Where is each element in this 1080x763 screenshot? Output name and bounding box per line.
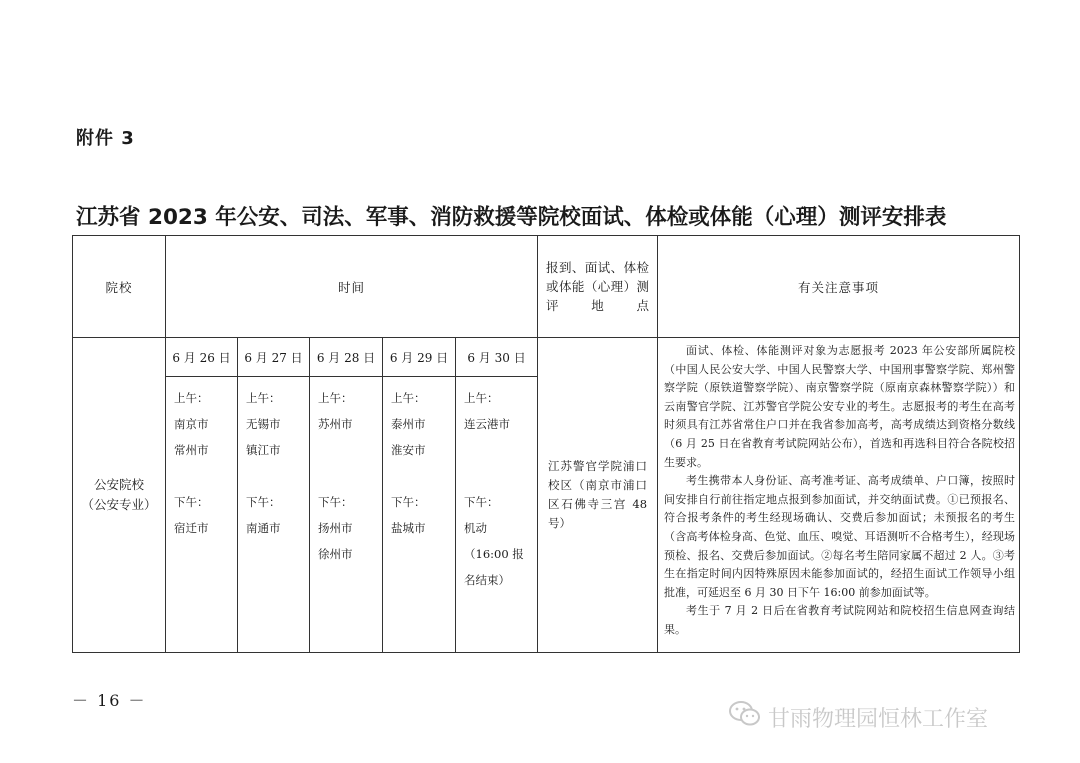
notes-paragraph: 考生携带本人身份证、高考准考证、高考成绩单、户口簿，按照时间安排自行前往指定地点报到参加面试，并交纳面试费。①已预报名、符合报考条件的考生经现场确认、交费后参加面试；未预报名的考生（含高考体检身高、色觉、血压、嗅觉、耳语测听不合格考生），经现场预检、报名、交费后参加面试。②每名考生陪同家属不超过 2 人。③考生在指定时间内因特殊原因未能参加面试的，经招生面试工作领导小组批准，可延迟至 6 月 30 日下午 16:00 前参加面试等。	[664, 474, 1016, 599]
watermark	[728, 700, 988, 734]
am-label: 上午：	[391, 391, 426, 405]
notes-paragraph: 考生于 7 月 2 日后在省教育考试院网站和院校招生信息网查询结果。	[664, 604, 1016, 636]
location-cell: 江苏警官学院浦口校区（南京市浦口区石佛寺三宫 48 号）	[538, 338, 658, 653]
notes-paragraph: 面试、体检、体能测评对象为志愿报考 2023 年公安部所属院校（中国人民公安大学、中国人民警察大学、中国刑事警察学院、郑州警察学院（原铁道警察学院）、南京警察学院（原南京森林警察学院））和云南警官学院、江苏警官学院公安专业的考生。志愿报考的考生在高考时须具有江苏省常住户口并在我省参加高考，高考成绩达到资格分数线（6 月 25 日在省教育考试院网站公布），首选和再选科目符合各院校招生要求。	[664, 344, 1016, 469]
city: 扬州市	[318, 521, 353, 535]
city: 常州市	[174, 443, 209, 457]
am-label: 上午：	[174, 391, 209, 405]
date-cell: 6 月 27 日	[238, 338, 310, 377]
city: 无锡市	[246, 417, 281, 431]
city: 盐城市	[391, 521, 426, 535]
pm-label: 下午：	[246, 495, 281, 509]
watermark-text: 甘雨物理园恒林工作室	[768, 706, 989, 732]
date-cell: 6 月 28 日	[310, 338, 383, 377]
institution-cell	[73, 338, 166, 653]
pm-label: 下午：	[464, 495, 499, 509]
header-notes: 有关注意事项	[658, 236, 1020, 338]
schedule-cell	[383, 377, 456, 653]
pm-label: 下午：	[391, 495, 426, 509]
header-time: 时间	[166, 236, 538, 338]
header-institution: 院校	[73, 236, 166, 338]
city: 泰州市	[391, 417, 426, 431]
city: 苏州市	[318, 417, 353, 431]
schedule-cell	[238, 377, 310, 653]
schedule-cell	[456, 377, 538, 653]
city: 徐州市	[318, 547, 353, 561]
pm-label: 下午：	[174, 495, 209, 509]
am-label: 上午：	[464, 391, 499, 405]
city: 镇江市	[246, 443, 281, 457]
wechat-icon	[728, 700, 762, 734]
city: 连云港市	[464, 417, 510, 431]
pm-label: 下午：	[318, 495, 353, 509]
document-title: 江苏省 2023 年公安、司法、军事、消防救援等院校面试、体检或体能（心理）测评安排表	[76, 205, 947, 230]
city: 名结束）	[464, 573, 510, 587]
institution-name: 公安院校	[93, 477, 144, 492]
institution-subtitle: （公安专业）	[81, 497, 157, 512]
am-label: 上午：	[246, 391, 281, 405]
schedule-cell	[166, 377, 238, 653]
date-cell: 6 月 30 日	[456, 338, 538, 377]
page-number: － 16 －	[72, 691, 147, 710]
schedule-cell	[310, 377, 383, 653]
city: （16:00 报	[464, 547, 524, 561]
notes-cell	[658, 338, 1020, 653]
city: 南通市	[246, 521, 281, 535]
city: 淮安市	[391, 443, 426, 457]
schedule-table	[72, 235, 1020, 653]
city: 南京市	[174, 417, 209, 431]
am-label: 上午：	[318, 391, 353, 405]
city: 机动	[464, 521, 487, 535]
city: 宿迁市	[174, 521, 209, 535]
date-cell: 6 月 26 日	[166, 338, 238, 377]
attachment-label: 附件 3	[76, 128, 135, 149]
date-cell: 6 月 29 日	[383, 338, 456, 377]
header-location: 报到、面试、体检或体能（心理）测评地点	[538, 236, 658, 338]
